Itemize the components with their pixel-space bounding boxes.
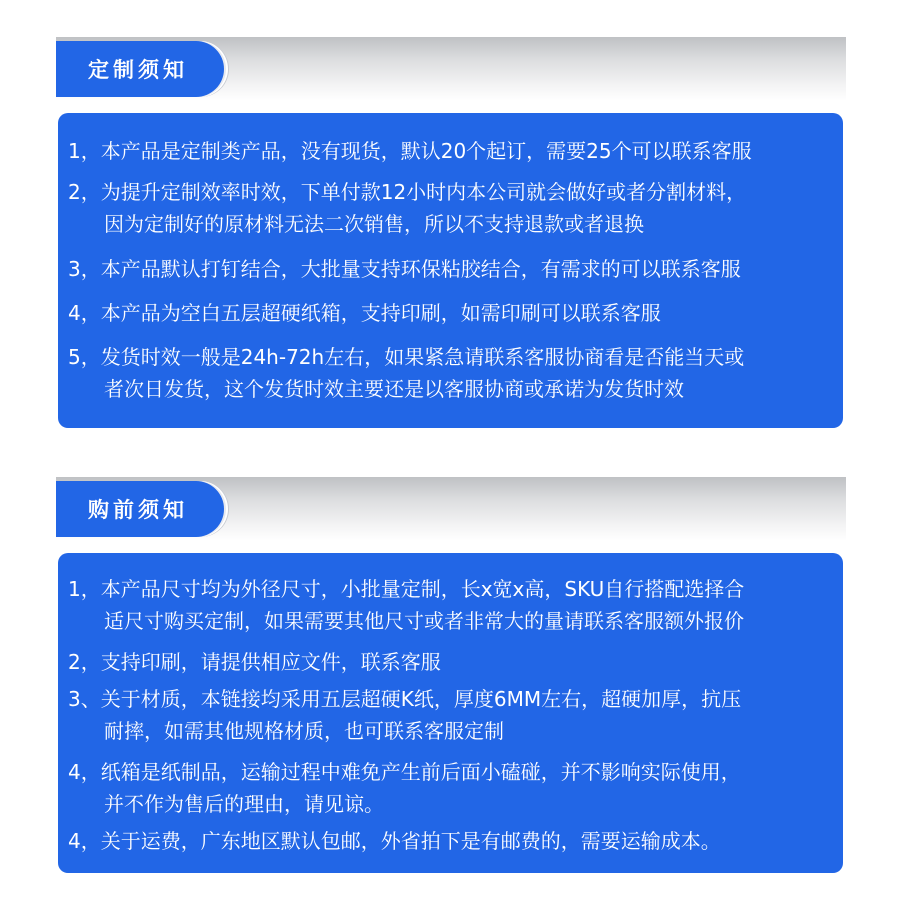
notice-line: 适尺寸购买定制，如果需要其他尺寸或者非常大的量请联系客服额外报价 [104, 609, 744, 633]
section-title: 定制须知 [88, 58, 188, 82]
notice-line: 1，本产品尺寸均为外径尺寸，小批量定制，长x宽x高，SKU自行搭配选择合 [68, 577, 745, 601]
notice-line: 4，关于运费，广东地区默认包邮，外省拍下是有邮费的，需要运输成本。 [68, 829, 721, 853]
notice-line: 5，发货时效一般是24h-72h左右，如果紧急请联系客服协商看是否能当天或 [68, 345, 745, 369]
notice-line: 4，本产品为空白五层超硬纸箱，支持印刷，如需印刷可以联系客服 [68, 301, 661, 325]
section-title: 购前须知 [88, 498, 188, 522]
notice-item [68, 683, 833, 747]
notice-line: 者次日发货，这个发货时效主要还是以客服协商或承诺为发货时效 [104, 377, 684, 401]
notice-line: 1，本产品是定制类产品，没有现货，默认20个起订，需要25个可以联系客服 [68, 139, 752, 163]
notice-item [68, 646, 833, 678]
notice-line: 并不作为售后的理由，请见谅。 [104, 792, 384, 816]
notice-line: 3，本产品默认打钉结合，大批量支持环保粘胶结合，有需求的可以联系客服 [68, 257, 741, 281]
notice-line: 2，支持印刷，请提供相应文件，联系客服 [68, 650, 441, 674]
notice-item [68, 573, 833, 637]
notice-line: 耐摔，如需其他规格材质，也可联系客服定制 [104, 719, 504, 743]
section-title-tab [56, 481, 224, 537]
notice-panel [58, 553, 843, 873]
notice-line: 2，为提升定制效率时效，下单付款12小时内本公司就会做好或者分割材料， [68, 180, 747, 204]
notice-line: 4，纸箱是纸制品，运输过程中难免产生前后面小磕碰，并不影响实际使用， [68, 760, 741, 784]
notice-line: 因为定制好的原材料无法二次销售，所以不支持退款或者退换 [104, 212, 644, 236]
notice-item [68, 756, 833, 820]
notice-item [68, 825, 833, 857]
notice-line: 3、关于材质，本链接均采用五层超硬K纸，厚度6MM左右，超硬加厚，抗压 [68, 687, 742, 711]
